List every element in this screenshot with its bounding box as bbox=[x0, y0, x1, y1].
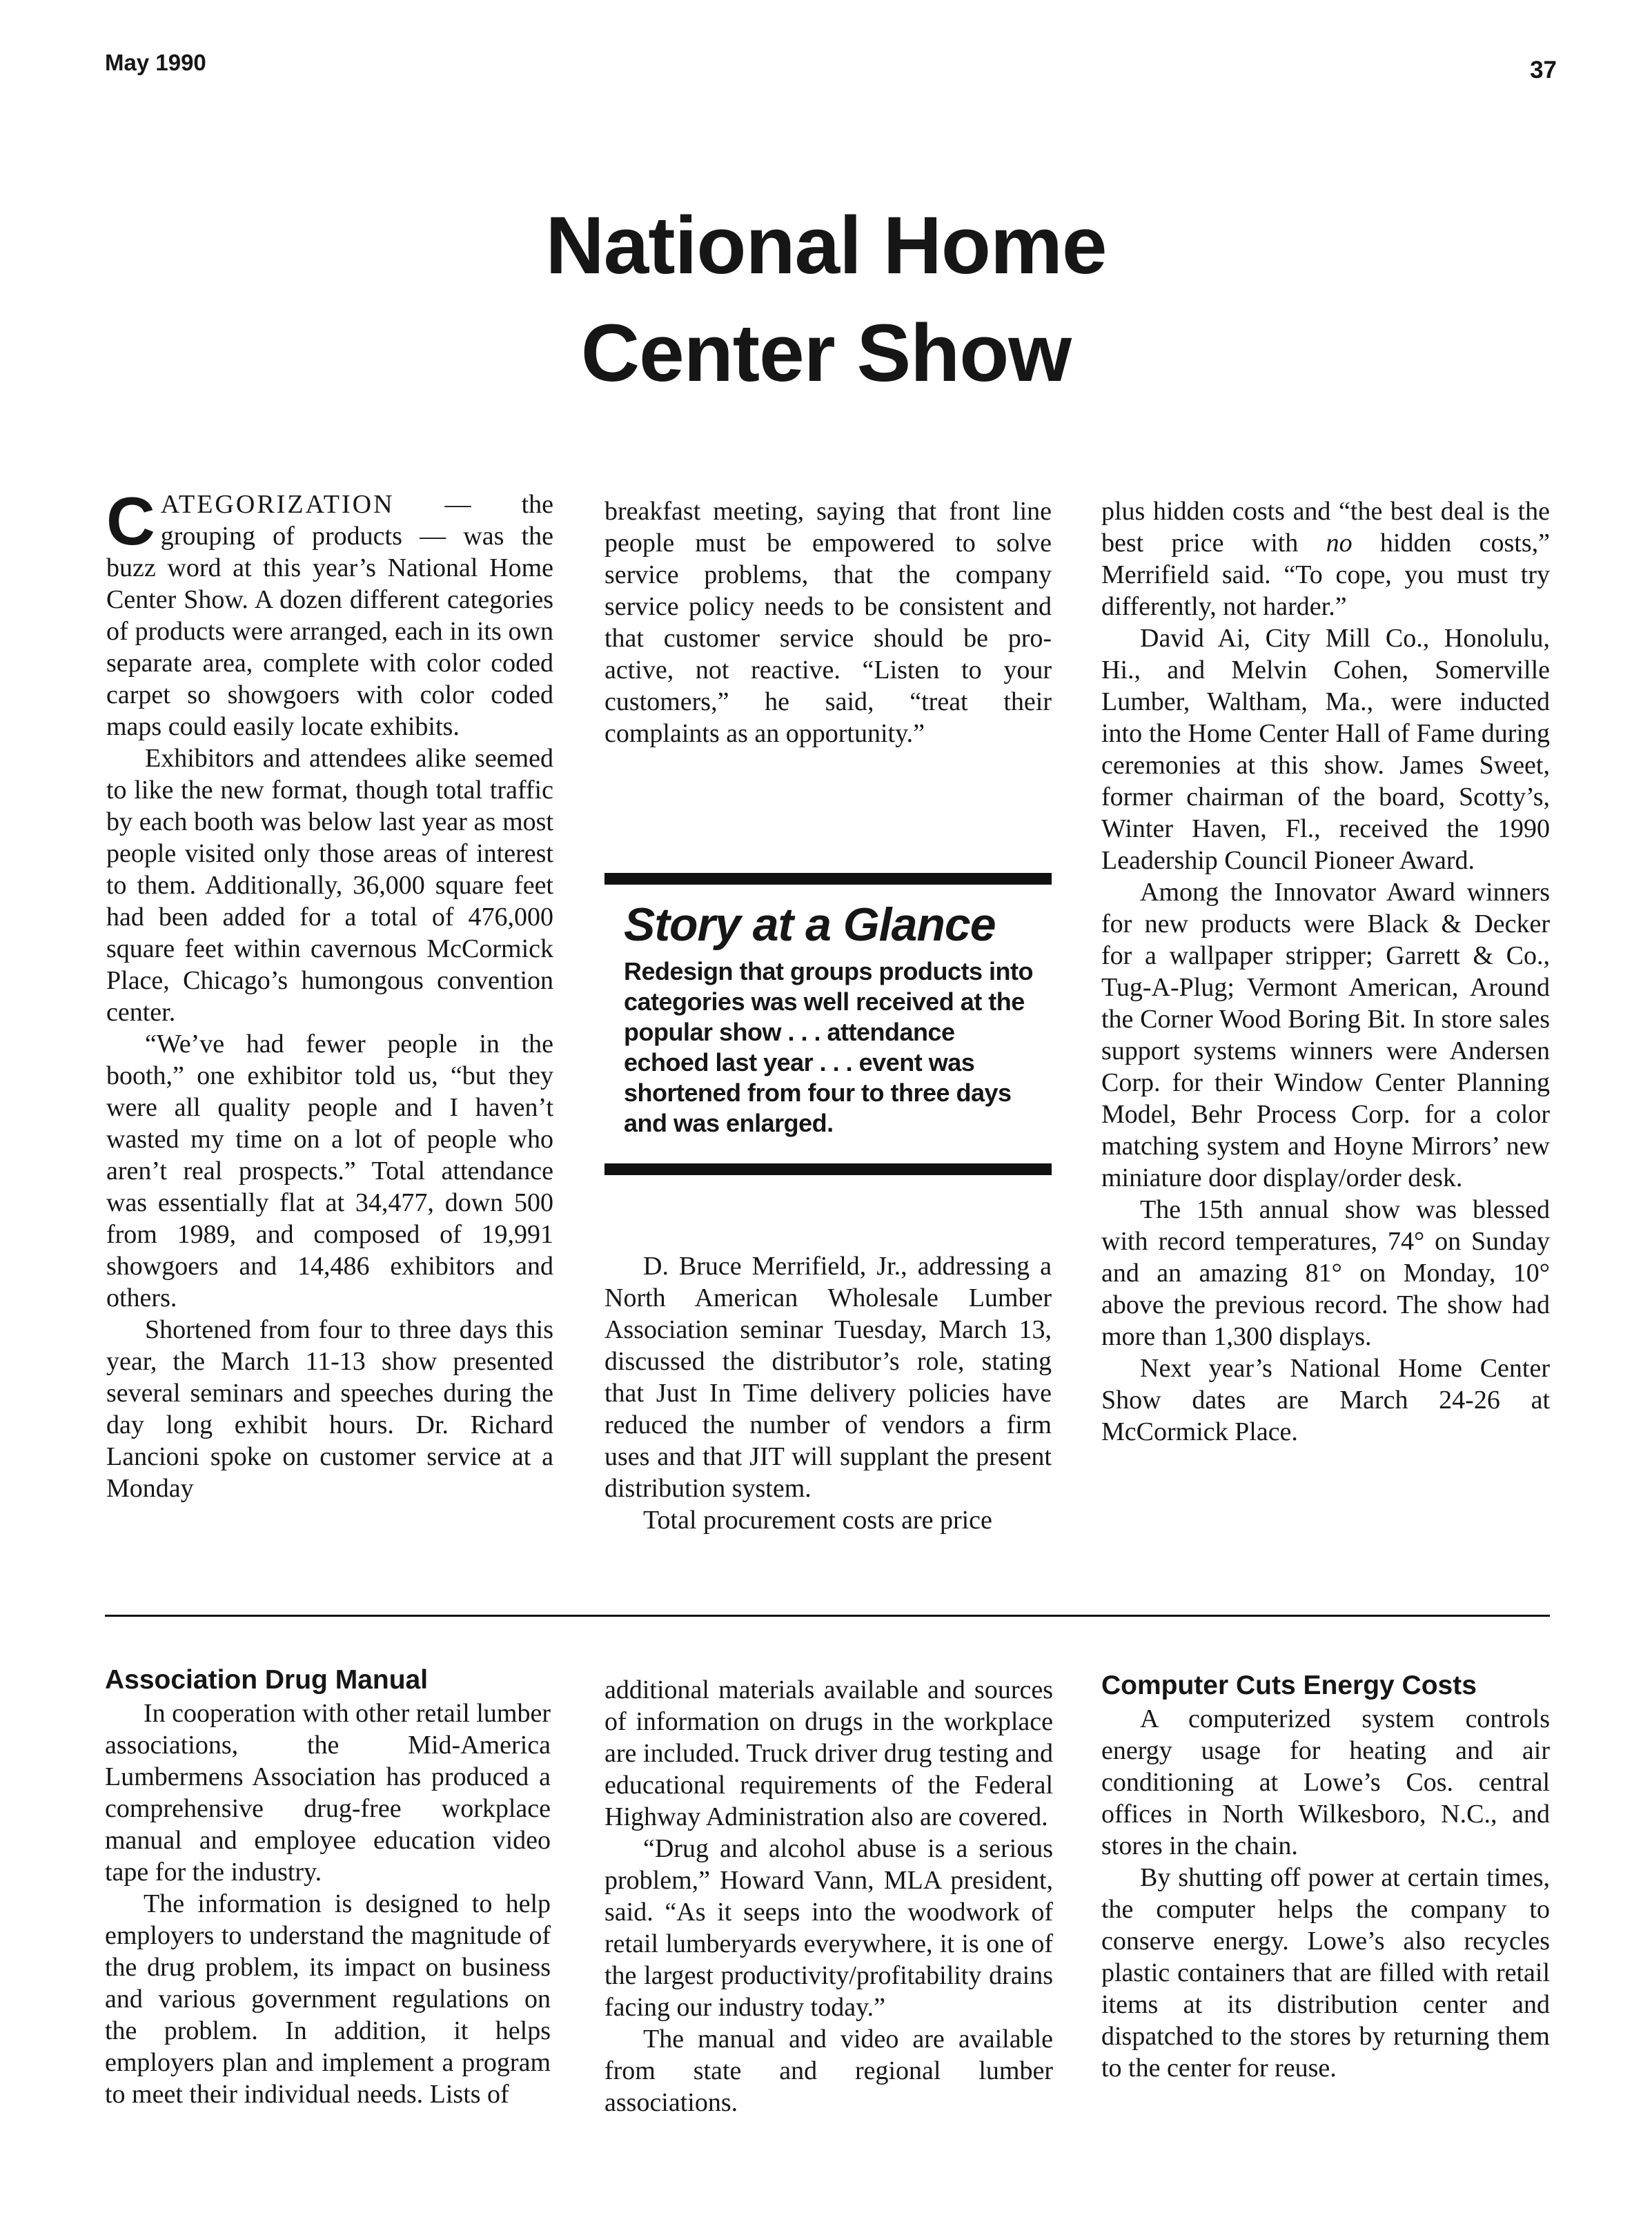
story-at-a-glance bbox=[624, 896, 1045, 1139]
glance-title: Story at a Glance bbox=[624, 898, 996, 951]
page-date: May 1990 bbox=[105, 50, 206, 75]
article-paragraph: additional materials available and sources of information on drugs in the workplace are included. Truck driver drug testing and educational requirements of the Federal Highway Administration also are covered. bbox=[604, 1675, 1053, 1831]
article-paragraph: Total procurement costs are price bbox=[643, 1506, 992, 1535]
article-paragraph: breakfast meeting, saying that front line people must be empowered to solve service problems, that the company service policy needs to be consistent and that customer service should be pro-active, not reactive. “Listen to your customers,” he said, “treat their complaints as an opportunity.” bbox=[604, 497, 1052, 748]
emphasis-text: no bbox=[1326, 529, 1353, 558]
article-paragraph: D. Bruce Merrifield, Jr., addressing a North American Wholesale Lumber Association seminar Tuesday, March 13, discussed the distributor’s role, stating that Just In Time delivery policies have reduced the number of vendors a firm uses and that JIT will supplant the present distribution system. bbox=[604, 1252, 1052, 1503]
article-paragraph: Shortened from four to three days this year, the March 11-13 show presented several seminars and speeches during the day long exhibit hours. Dr. Richard Lancioni spoke on customer service at a Monday bbox=[106, 1315, 553, 1503]
drug-manual-column-2 bbox=[604, 1674, 1053, 2118]
article-paragraph: The 15th annual show was blessed with record temperatures, 74° on Sunday and an amazing 81° on Monday, 10° above the previous record. The show had more than 1,300 displays. bbox=[1101, 1195, 1550, 1351]
article-paragraph: Among the Innovator Award winners for new products were Black & Decker for a wallpaper stripper; Garrett & Co., Tug-A-Plug; Vermont American, Around the Corner Wood Boring Bit. In store sales support systems winners were Andersen Corp. for their Window Center Planning Model, Behr Process Corp. for a color matching system and Hoyne Mirrors’ new miniature door display/order desk. bbox=[1101, 878, 1550, 1192]
paragraph-text: hidden costs,” Merrifield said. “To cope, you must try differently, not harder.” bbox=[1101, 529, 1550, 621]
article-paragraph: A computerized system controls energy usage for heating and air conditioning at Lowe’s Cos. central offices in North Wilkesboro, N.C., and stores in the chain. bbox=[1101, 1704, 1550, 1860]
article-paragraph: “Drug and alcohol abuse is a serious problem,” Howard Vann, MLA president, said. “As it seeps into the woodwork of retail lumberyards everywhere, it is one of the largest productivity/profitability drains facing our industry today.” bbox=[604, 1834, 1053, 2022]
article-paragraph: Next year’s National Home Center Show dates are March 24-26 at McCormick Place. bbox=[1101, 1354, 1550, 1446]
page-number: 37 bbox=[1530, 57, 1557, 83]
drop-cap: C bbox=[106, 483, 155, 559]
paragraph-text: — the grouping of products — was the buzz word at this year’s National Home Center Show. A dozen different categories of products were arranged, each in its own separate area, complete with color coded carpet so showgoers with color coded maps could easily locate exhibits. bbox=[106, 490, 553, 741]
article-column-1 bbox=[106, 483, 553, 1504]
article-paragraph: In cooperation with other retail lumber associations, the Mid-America Lumbermens Association has produced a comprehensive drug-free workplace manual and employee education video tape for the industry. bbox=[105, 1699, 551, 1887]
article-paragraph: The information is designed to help employers to understand the magnitude of the drug problem, its impact on business and various government regulations on the problem. In addition, it helps employers plan and implement a program to meet their individual needs. Lists of bbox=[105, 1889, 551, 2109]
lead-word: ATEGORIZATION bbox=[160, 490, 395, 519]
article-paragraph bbox=[106, 483, 553, 742]
article-paragraph: David Ai, City Mill Co., Honolulu, Hi., and Melvin Cohen, Somerville Lumber, Waltham, Ma., were inducted into the Home Center Hall of Fame during ceremonies at this show. James Sweet, former chairman of the board, Scotty’s, Winter Haven, Fl., received the 1990 Leadership Council Pioneer Award. bbox=[1101, 624, 1550, 875]
drug-manual-heading: Association Drug Manual bbox=[105, 1665, 429, 1695]
glance-bottom-rule bbox=[604, 1163, 1052, 1175]
drug-manual-column-1 bbox=[105, 1663, 551, 2110]
title-line-2: Center Show bbox=[580, 308, 1072, 399]
glance-top-rule bbox=[604, 873, 1052, 885]
energy-heading: Computer Cuts Energy Costs bbox=[1101, 1671, 1477, 1700]
article-paragraph bbox=[1101, 495, 1550, 622]
article-paragraph: “We’ve had fewer people in the booth,” one exhibitor told us, “but they were all quality people and I haven’t wasted my time on a lot of people who aren’t real prospects.” Total attendance was essentially flat at 34,477, down 500 from 1989, and composed of 19,991 showgoers and 14,486 exhibitors and others. bbox=[106, 1030, 553, 1312]
article-title bbox=[0, 192, 1652, 407]
article-paragraph: Exhibitors and attendees alike seemed to like the new format, though total traffic by each booth was below last year as most people visited only those areas of interest to them. Additionally, 36,000 square feet had been added for a total of 476,000 square feet within cavernous McCormick Place, Chicago’s humongous convention center. bbox=[106, 744, 553, 1027]
article-column-3 bbox=[1101, 495, 1550, 1448]
glance-summary: Redesign that groups products into categories was well received at the popular show . . . attendance echoed last year . . . event was shortened from four to three days and was enlarged. bbox=[624, 957, 1033, 1137]
section-divider bbox=[105, 1615, 1550, 1617]
energy-column bbox=[1101, 1669, 1550, 2084]
article-column-2-top bbox=[604, 495, 1052, 749]
article-paragraph: The manual and video are available from state and regional lumber associations. bbox=[604, 2025, 1053, 2117]
title-line-1: National Home bbox=[545, 200, 1107, 291]
article-column-2-bottom bbox=[604, 1250, 1052, 1536]
article-paragraph: By shutting off power at certain times, the computer helps the company to conserve energy. Lowe’s also recycles plastic containers that are filled with retail items at its distribution center and dispatched to the stores by returning them to the center for reuse. bbox=[1101, 1863, 1550, 2083]
paragraph-text: plus hidden costs and “the best deal is the best price with bbox=[1101, 497, 1550, 558]
